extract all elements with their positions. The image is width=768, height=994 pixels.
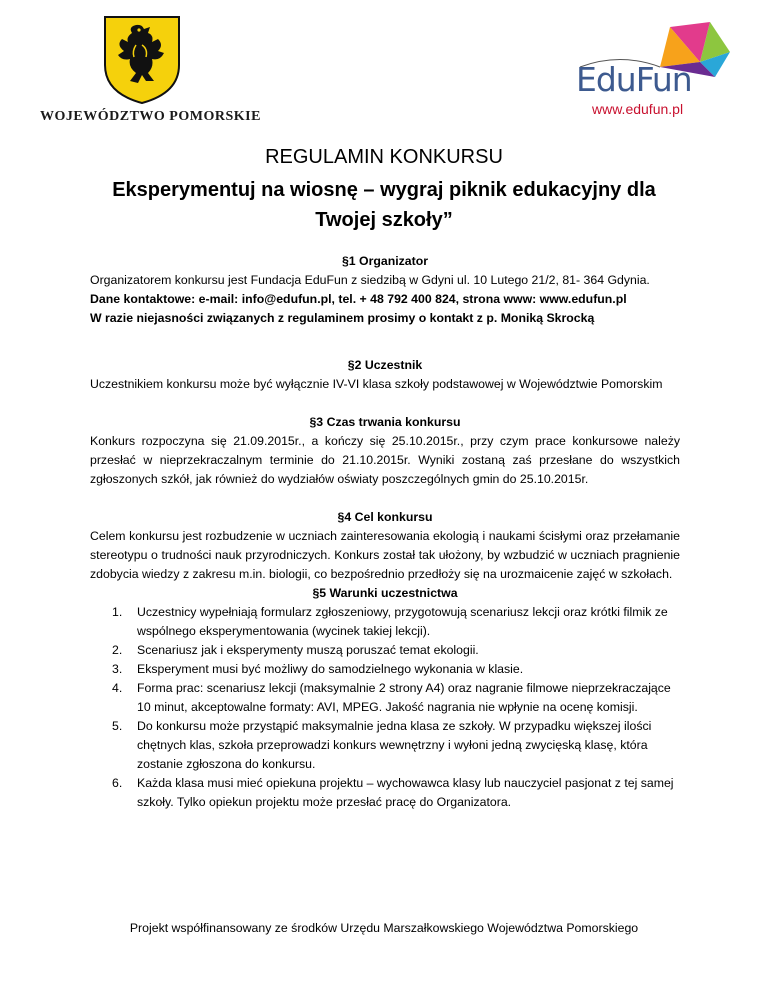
contact-details: Dane kontaktowe: e-mail: info@edufun.pl, tel. + 48 792 400 824, strona www: www.edufun.pl: [90, 292, 627, 306]
section-2-heading: §2 Uczestnik: [347, 358, 423, 372]
regulations-body: [90, 252, 680, 812]
duration-text: Konkurs rozpoczyna się 21.09.2015r., a kończy się 25.10.2015r., przy czym prace konkursowe należy przesłać w nieprzekraczalnym terminie do 21.10.2015r. Wyniki zostaną zaś przesłane do wszystkich zgłoszonych szkół, jak również do wydziałów oświaty poszczególnych gmin do 25.10.2015r.: [90, 434, 680, 486]
section-5-heading: §5 Warunki uczestnictwa: [312, 586, 458, 600]
document-title: REGULAMIN KONKURSU: [265, 146, 503, 168]
pomorskie-crest-logo: [102, 15, 182, 105]
funding-footer: Projekt współfinansowany ze środków Urzędu Marszałkowskiego Województwa Pomorskiego: [129, 921, 639, 935]
goal-text: Celem konkursu jest rozbudzenie w uczniach zainteresowania ekologią i naukami ścisłymi oraz przełamanie stereotypu o trudności nauk przyrodniczych. Konkurs został tak ułożony, by wzbudzić w uczniach pragnienie zdobycia wiedzy z zakresu m.in. biologii, co bezpośrednio przedłoży się na urozmaicenie zajęć w szkołach.: [90, 529, 680, 581]
contact-person: W razie niejasności związanych z regulaminem prosimy o kontakt z p. Moniką Skrocką: [90, 311, 595, 325]
section-3-heading: §3 Czas trwania konkursu: [309, 415, 461, 429]
list-item: 2. Scenariusz jak i eksperymenty muszą poruszać temat ekologii.: [112, 643, 479, 657]
section-1-heading: §1 Organizator: [341, 254, 429, 268]
list-item: 3. Eksperyment musi być możliwy do samodzielnego wykonania w klasie.: [112, 662, 524, 676]
edufun-url[interactable]: www.edufun.pl: [592, 101, 684, 117]
contest-name: Eksperymentuj na wiosnę – wygraj piknik edukacyjny dla Twojej szkoły”: [112, 179, 656, 231]
region-name: WOJEWÓDZTWO POMORSKIE: [40, 109, 261, 124]
edufun-wordmark: EduFun: [576, 60, 692, 99]
organizer-address: Organizatorem konkursu jest Fundacja EduFun z siedzibą w Gdyni ul. 10 Lutego 21/2, 81- 364 Gdynia.: [90, 273, 650, 287]
participant-text: Uczestnikiem konkursu może być wyłącznie IV-VI klasa szkoły podstawowej w Województwie Pomorskim: [90, 377, 663, 391]
list-item: 1. Uczestnicy wypełniają formularz zgłoszeniowy, przygotowują scenariusz lekcji oraz krótki filmik ze wspólnego eksperymentowania (wycinek takiej lekcji).: [112, 605, 668, 638]
section-4-heading: §4 Cel konkursu: [337, 510, 433, 524]
list-item: 5. Do konkursu może przystąpić maksymalnie jedna klasa ze szkoły. W przypadku większej ilości chętnych klas, szkoła przeprowadzi konkurs wewnętrzny i wyłoni jedną zwycięską klasę, która zostanie zgłoszona do konkursu.: [112, 719, 652, 771]
conditions-list: [90, 603, 680, 812]
list-item: 6. Każda klasa musi mieć opiekuna projektu – wychowawca klasy lub nauczyciel pasjonat z tej samej szkoły. Tylko opiekun projektu może przesłać pracę do Organizatora.: [112, 776, 674, 809]
list-item: 4. Forma prac: scenariusz lekcji (maksymalnie 2 strony A4) oraz nagranie filmowe nieprzekraczające 10 minut, akceptowalne formaty: AVI, MPEG. Jakość nagrania nie wpłynie na ocenę komisji.: [112, 681, 671, 714]
